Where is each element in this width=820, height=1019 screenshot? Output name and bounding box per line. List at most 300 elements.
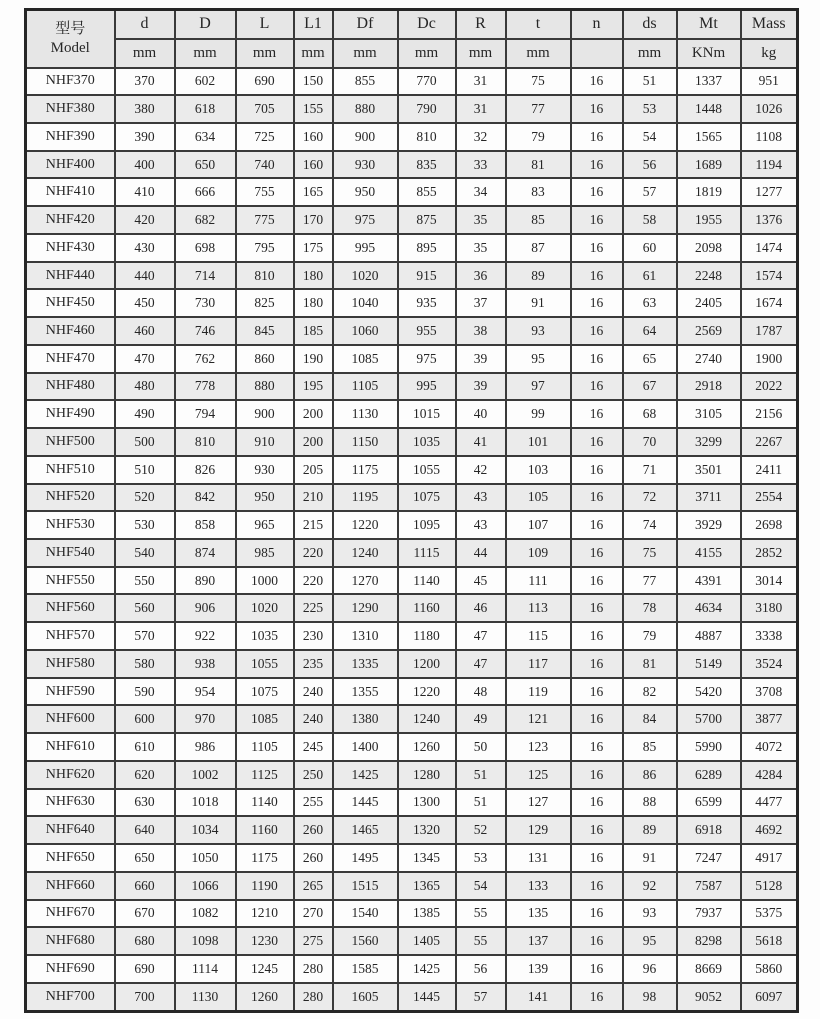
value-cell: 1175 [236,844,294,872]
value-cell: 3877 [741,705,798,733]
value-cell: 123 [506,733,571,761]
value-cell: 245 [294,733,333,761]
value-cell: 1495 [333,844,398,872]
value-cell: 698 [175,234,236,262]
value-cell: 1085 [333,345,398,373]
value-cell: 740 [236,151,294,179]
value-cell: 43 [456,484,506,512]
value-cell: 410 [115,178,175,206]
value-cell: 1000 [236,567,294,595]
model-cell: NHF700 [26,983,115,1012]
value-cell: 874 [175,539,236,567]
value-cell: 2098 [677,234,741,262]
value-cell: 1376 [741,206,798,234]
value-cell: 16 [571,983,623,1012]
value-cell: 690 [236,68,294,96]
header-unit-row [26,39,798,68]
value-cell: 1150 [333,428,398,456]
value-cell: 2554 [741,484,798,512]
value-cell: 67 [623,373,677,401]
value-cell: 70 [623,428,677,456]
model-cell: NHF670 [26,900,115,928]
value-cell: 1385 [398,900,456,928]
value-cell: 1015 [398,400,456,428]
value-cell: 235 [294,650,333,678]
model-cell: NHF650 [26,844,115,872]
value-cell: 3501 [677,456,741,484]
table-row [26,400,798,428]
column-header-t-7: t [506,10,571,39]
value-cell: 700 [115,983,175,1012]
value-cell: 240 [294,705,333,733]
value-cell: 220 [294,539,333,567]
table-row [26,733,798,761]
value-cell: 650 [115,844,175,872]
value-cell: 131 [506,844,571,872]
value-cell: 1175 [333,456,398,484]
value-cell: 860 [236,345,294,373]
value-cell: 826 [175,456,236,484]
table-row [26,484,798,512]
value-cell: 1448 [677,95,741,123]
model-cell: NHF540 [26,539,115,567]
value-cell: 220 [294,567,333,595]
value-cell: 1819 [677,178,741,206]
value-cell: 746 [175,317,236,345]
value-cell: 714 [175,262,236,290]
value-cell: 117 [506,650,571,678]
model-cell: NHF410 [26,178,115,206]
model-cell: NHF580 [26,650,115,678]
value-cell: 5700 [677,705,741,733]
value-cell: 92 [623,872,677,900]
table-row [26,373,798,401]
value-cell: 1400 [333,733,398,761]
value-cell: 1125 [236,761,294,789]
column-unit-d-0: mm [115,39,175,68]
value-cell: 49 [456,705,506,733]
value-cell: 810 [175,428,236,456]
value-cell: 34 [456,178,506,206]
value-cell: 155 [294,95,333,123]
value-cell: 2918 [677,373,741,401]
column-header-r-6: R [456,10,506,39]
value-cell: 53 [456,844,506,872]
table-row [26,678,798,706]
value-cell: 185 [294,317,333,345]
value-cell: 810 [236,262,294,290]
value-cell: 53 [623,95,677,123]
value-cell: 2852 [741,539,798,567]
value-cell: 16 [571,872,623,900]
column-unit-dc-5: mm [398,39,456,68]
column-header-df-4: Df [333,10,398,39]
value-cell: 35 [456,234,506,262]
value-cell: 2569 [677,317,741,345]
value-cell: 16 [571,567,623,595]
table-row [26,900,798,928]
value-cell: 190 [294,345,333,373]
value-cell: 200 [294,400,333,428]
value-cell: 1380 [333,705,398,733]
model-cell: NHF630 [26,789,115,817]
table-row [26,650,798,678]
value-cell: 1465 [333,816,398,844]
model-cell: NHF440 [26,262,115,290]
value-cell: 835 [398,151,456,179]
value-cell: 1055 [398,456,456,484]
value-cell: 280 [294,983,333,1012]
value-cell: 1365 [398,872,456,900]
value-cell: 79 [623,622,677,650]
value-cell: 135 [506,900,571,928]
value-cell: 81 [506,151,571,179]
value-cell: 1605 [333,983,398,1012]
value-cell: 440 [115,262,175,290]
value-cell: 480 [115,373,175,401]
value-cell: 1425 [333,761,398,789]
value-cell: 6289 [677,761,741,789]
value-cell: 137 [506,927,571,955]
value-cell: 35 [456,206,506,234]
value-cell: 1114 [175,955,236,983]
value-cell: 5375 [741,900,798,928]
value-cell: 64 [623,317,677,345]
value-cell: 1026 [741,95,798,123]
value-cell: 39 [456,373,506,401]
value-cell: 915 [398,262,456,290]
model-cell: NHF690 [26,955,115,983]
value-cell: 96 [623,955,677,983]
value-cell: 41 [456,428,506,456]
value-cell: 682 [175,206,236,234]
value-cell: 16 [571,68,623,96]
value-cell: 4634 [677,594,741,622]
value-cell: 55 [456,900,506,928]
table-row [26,567,798,595]
value-cell: 48 [456,678,506,706]
value-cell: 31 [456,95,506,123]
value-cell: 56 [623,151,677,179]
value-cell: 9052 [677,983,741,1012]
value-cell: 16 [571,511,623,539]
value-cell: 810 [398,123,456,151]
value-cell: 5860 [741,955,798,983]
value-cell: 36 [456,262,506,290]
value-cell: 1674 [741,289,798,317]
value-cell: 845 [236,317,294,345]
value-cell: 98 [623,983,677,1012]
value-cell: 16 [571,206,623,234]
model-cell: NHF660 [26,872,115,900]
column-header-mt-10: Mt [677,10,741,39]
value-cell: 16 [571,844,623,872]
value-cell: 795 [236,234,294,262]
value-cell: 16 [571,900,623,928]
value-cell: 400 [115,151,175,179]
value-cell: 16 [571,650,623,678]
value-cell: 16 [571,428,623,456]
value-cell: 16 [571,955,623,983]
value-cell: 16 [571,456,623,484]
value-cell: 16 [571,789,623,817]
value-cell: 1075 [398,484,456,512]
value-cell: 5420 [677,678,741,706]
value-cell: 460 [115,317,175,345]
value-cell: 230 [294,622,333,650]
table-row [26,95,798,123]
table-row [26,151,798,179]
value-cell: 6918 [677,816,741,844]
table-row [26,705,798,733]
value-cell: 16 [571,178,623,206]
model-cell: NHF510 [26,456,115,484]
value-cell: 150 [294,68,333,96]
value-cell: 1018 [175,789,236,817]
value-cell: 1574 [741,262,798,290]
value-cell: 951 [741,68,798,96]
value-cell: 1140 [398,567,456,595]
value-cell: 1240 [333,539,398,567]
value-cell: 666 [175,178,236,206]
value-cell: 730 [175,289,236,317]
value-cell: 1280 [398,761,456,789]
value-cell: 8669 [677,955,741,983]
value-cell: 72 [623,484,677,512]
value-cell: 895 [398,234,456,262]
model-cell: NHF590 [26,678,115,706]
value-cell: 1160 [398,594,456,622]
value-cell: 1290 [333,594,398,622]
value-cell: 119 [506,678,571,706]
column-header-ds-9: ds [623,10,677,39]
table-row [26,761,798,789]
column-unit-l1-3: mm [294,39,333,68]
value-cell: 1020 [236,594,294,622]
value-cell: 790 [398,95,456,123]
model-cell: NHF460 [26,317,115,345]
value-cell: 1140 [236,789,294,817]
value-cell: 86 [623,761,677,789]
value-cell: 1900 [741,345,798,373]
value-cell: 650 [175,151,236,179]
value-cell: 618 [175,95,236,123]
table-body [26,68,798,1012]
value-cell: 42 [456,456,506,484]
value-cell: 16 [571,594,623,622]
value-cell: 50 [456,733,506,761]
value-cell: 133 [506,872,571,900]
value-cell: 44 [456,539,506,567]
value-cell: 43 [456,511,506,539]
value-cell: 1082 [175,900,236,928]
value-cell: 1098 [175,927,236,955]
value-cell: 1425 [398,955,456,983]
value-cell: 540 [115,539,175,567]
value-cell: 390 [115,123,175,151]
model-cell: NHF430 [26,234,115,262]
value-cell: 55 [456,927,506,955]
value-cell: 4391 [677,567,741,595]
value-cell: 900 [236,400,294,428]
value-cell: 2267 [741,428,798,456]
value-cell: 40 [456,400,506,428]
value-cell: 4477 [741,789,798,817]
value-cell: 101 [506,428,571,456]
value-cell: 16 [571,622,623,650]
value-cell: 778 [175,373,236,401]
value-cell: 16 [571,317,623,345]
value-cell: 3338 [741,622,798,650]
value-cell: 880 [333,95,398,123]
value-cell: 210 [294,484,333,512]
value-cell: 900 [333,123,398,151]
model-cell: NHF600 [26,705,115,733]
value-cell: 79 [506,123,571,151]
value-cell: 180 [294,262,333,290]
value-cell: 4692 [741,816,798,844]
value-cell: 1105 [333,373,398,401]
value-cell: 1787 [741,317,798,345]
value-cell: 906 [175,594,236,622]
value-cell: 160 [294,151,333,179]
value-cell: 995 [398,373,456,401]
value-cell: 1220 [398,678,456,706]
value-cell: 450 [115,289,175,317]
value-cell: 1195 [333,484,398,512]
value-cell: 81 [623,650,677,678]
value-cell: 99 [506,400,571,428]
value-cell: 75 [506,68,571,96]
value-cell: 762 [175,345,236,373]
value-cell: 275 [294,927,333,955]
value-cell: 6599 [677,789,741,817]
column-header-mass-11: Mass [741,10,798,39]
value-cell: 370 [115,68,175,96]
value-cell: 1075 [236,678,294,706]
value-cell: 1337 [677,68,741,96]
model-cell: NHF530 [26,511,115,539]
value-cell: 3929 [677,511,741,539]
value-cell: 430 [115,234,175,262]
value-cell: 51 [623,68,677,96]
value-cell: 5990 [677,733,741,761]
value-cell: 690 [115,955,175,983]
value-cell: 380 [115,95,175,123]
value-cell: 935 [398,289,456,317]
value-cell: 93 [506,317,571,345]
value-cell: 600 [115,705,175,733]
value-cell: 775 [236,206,294,234]
value-cell: 93 [623,900,677,928]
value-cell: 500 [115,428,175,456]
value-cell: 4887 [677,622,741,650]
value-cell: 37 [456,289,506,317]
model-label-en: Model [50,39,90,56]
value-cell: 1245 [236,955,294,983]
value-cell: 3180 [741,594,798,622]
value-cell: 16 [571,733,623,761]
value-cell: 270 [294,900,333,928]
value-cell: 77 [506,95,571,123]
value-cell: 5128 [741,872,798,900]
value-cell: 47 [456,650,506,678]
value-cell: 75 [623,539,677,567]
value-cell: 250 [294,761,333,789]
value-cell: 725 [236,123,294,151]
value-cell: 1320 [398,816,456,844]
value-cell: 129 [506,816,571,844]
value-cell: 16 [571,262,623,290]
value-cell: 2740 [677,345,741,373]
model-cell: NHF550 [26,567,115,595]
value-cell: 770 [398,68,456,96]
value-cell: 985 [236,539,294,567]
value-cell: 1020 [333,262,398,290]
value-cell: 111 [506,567,571,595]
value-cell: 1355 [333,678,398,706]
value-cell: 260 [294,844,333,872]
value-cell: 1040 [333,289,398,317]
column-unit-l-2: mm [236,39,294,68]
value-cell: 52 [456,816,506,844]
value-cell: 530 [115,511,175,539]
value-cell: 95 [623,927,677,955]
model-cell: NHF570 [26,622,115,650]
value-cell: 825 [236,289,294,317]
value-cell: 65 [623,345,677,373]
value-cell: 113 [506,594,571,622]
value-cell: 950 [236,484,294,512]
value-cell: 3524 [741,650,798,678]
value-cell: 855 [333,68,398,96]
value-cell: 1405 [398,927,456,955]
value-cell: 33 [456,151,506,179]
value-cell: 1540 [333,900,398,928]
value-cell: 16 [571,345,623,373]
value-cell: 82 [623,678,677,706]
value-cell: 63 [623,289,677,317]
value-cell: 922 [175,622,236,650]
value-cell: 510 [115,456,175,484]
value-cell: 1002 [175,761,236,789]
value-cell: 1335 [333,650,398,678]
table-row [26,234,798,262]
value-cell: 32 [456,123,506,151]
value-cell: 170 [294,206,333,234]
value-cell: 141 [506,983,571,1012]
value-cell: 950 [333,178,398,206]
value-cell: 240 [294,678,333,706]
model-label-cn: 型号 [55,21,86,37]
column-header-d-1: D [175,10,236,39]
value-cell: 1190 [236,872,294,900]
value-cell: 107 [506,511,571,539]
value-cell: 77 [623,567,677,595]
value-cell: 1565 [677,123,741,151]
value-cell: 89 [506,262,571,290]
table-row [26,816,798,844]
table-row [26,622,798,650]
value-cell: 57 [623,178,677,206]
value-cell: 4917 [741,844,798,872]
value-cell: 1260 [236,983,294,1012]
value-cell: 1035 [236,622,294,650]
value-cell: 1130 [175,983,236,1012]
value-cell: 7587 [677,872,741,900]
value-cell: 16 [571,123,623,151]
value-cell: 16 [571,678,623,706]
